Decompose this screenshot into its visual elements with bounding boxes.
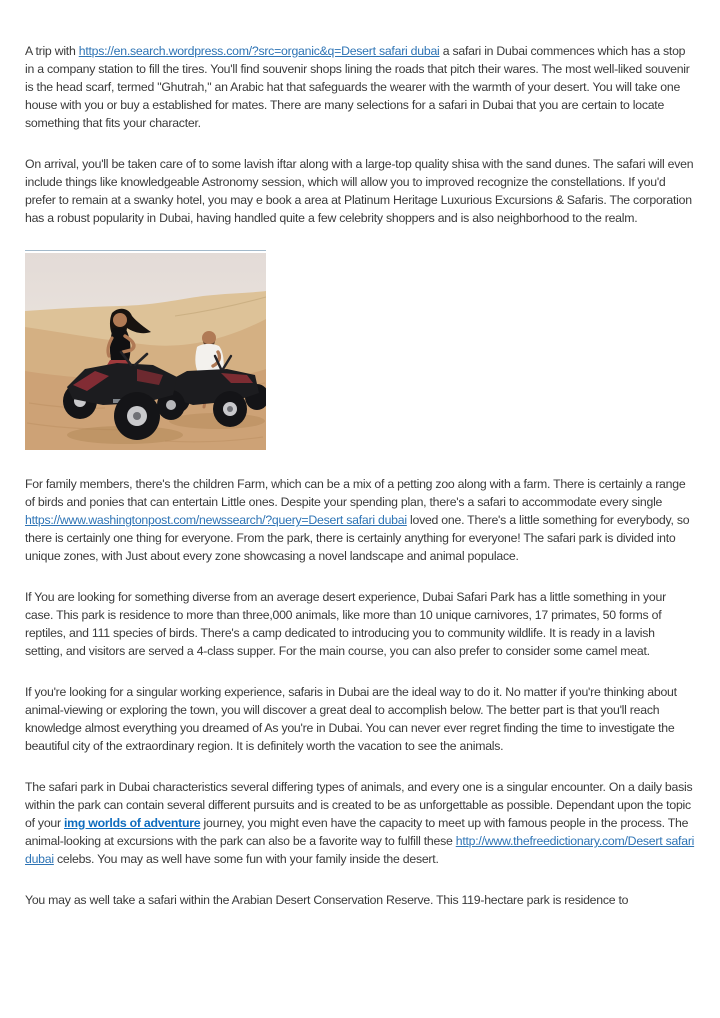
text-run: The safari park in Dubai characteristics several differing types of animals, and every one is a singular encounter. On a daily basis within the park can contain several different pursuits and is created to be as unforgettable as possible. Dependant upon the topic of your (25, 780, 693, 830)
hyperlink[interactable]: http://www.thefreedictionary.com/Desert safari dubai (25, 834, 695, 866)
article-body-bottom (25, 475, 695, 909)
paragraph (25, 42, 695, 132)
hyperlink[interactable]: img worlds of adventure (64, 816, 201, 830)
paragraph (25, 683, 695, 755)
text-run: loved one. There's a little something for everybody, so there is certainly one thing for everyone. From the park, there is certainly anything for everyone! The safari park is divided into unique zones, with Just about every zone showcasing a novel landscape and animal populace. (25, 513, 690, 563)
photo-figure (25, 250, 266, 450)
paragraph (25, 891, 695, 909)
hyperlink[interactable]: https://www.washingtonpost.com/newssearch/?query=Desert safari dubai (25, 513, 407, 527)
hyperlink[interactable]: https://en.search.wordpress.com/?src=organic&q=Desert safari dubai (78, 44, 440, 58)
text-run: You may as well take a safari within the Arabian Desert Conservation Reserve. This 119-hectare park is residence to (25, 893, 629, 907)
text-run: journey, you might even have the capacity to meet up with famous people in the process. The animal-looking at excursions with the park can also be a favorite way to fulfill these (25, 816, 689, 848)
paragraph (25, 155, 695, 227)
text-run: On arrival, you'll be taken care of to some lavish iftar along with a large-top quality shisa with the sand dunes. The safari will even include things like knowledgeable Astronomy session, which will allow you to improved recognize the constellations. If you'd prefer to remain at a swanky hotel, you may e book a area at Platinum Heritage Luxurious Excursions & Safaris. The corporation has a robust popularity in Dubai, having handled quite a few celebrity shoppers and is also neighborhood to the realm. (25, 157, 694, 225)
text-run: A trip with (25, 44, 79, 58)
paragraph (25, 475, 695, 565)
text-run: For family members, there's the children Farm, which can be a mix of a petting zoo along with a farm. There is certainly a range of birds and ponies that can entertain Little ones. Despite your spending plan, there's a safari to accommodate every single (25, 477, 686, 509)
text-run: If you're looking for a singular working experience, safaris in Dubai are the ideal way to do it. No matter if you're thinking about animal-viewing or exploring the town, you will discover a great deal to accomplish below. The better part is that you'll reach knowledge almost everything you dreamed of As you're in Dubai. You can never ever regret finding the time to investigate the beautiful city of the extraordinary region. It is definitely worth the vacation to see the animals. (25, 685, 677, 753)
paragraph (25, 588, 695, 660)
text-run: If You are looking for something diverse from an average desert experience, Dubai Safari Park has a little something in your case. This park is residence to more than three,000 animals, like more than 10 unique carnivores, 17 primates, 50 forms of reptiles, and 111 species of birds. There's a camp dedicated to introducing you to community wildlife. It is ready in a lavish setting, and visitors are served a 4-class supper. For the main course, you can also prefer to consider some camel meat. (25, 590, 666, 658)
text-run: celebs. You may as well have some fun with your family inside the desert. (53, 852, 439, 866)
article-body-top (25, 42, 695, 227)
paragraph (25, 778, 695, 868)
desert-quad-bikes-photo (25, 253, 266, 450)
text-run: a safari in Dubai commences which has a stop in a company station to fill the tires. You'll find souvenir shops lining the roads that pitch their wares. The most well-liked souvenir is the head scarf, termed "Ghutrah," an Arabic hat that safeguards the wearer with the warmth of your desert. You will take one house with you or buy a established for mates. There are many selections for a safari in Dubai that you are certain to locate something that fits your character. (25, 44, 690, 130)
